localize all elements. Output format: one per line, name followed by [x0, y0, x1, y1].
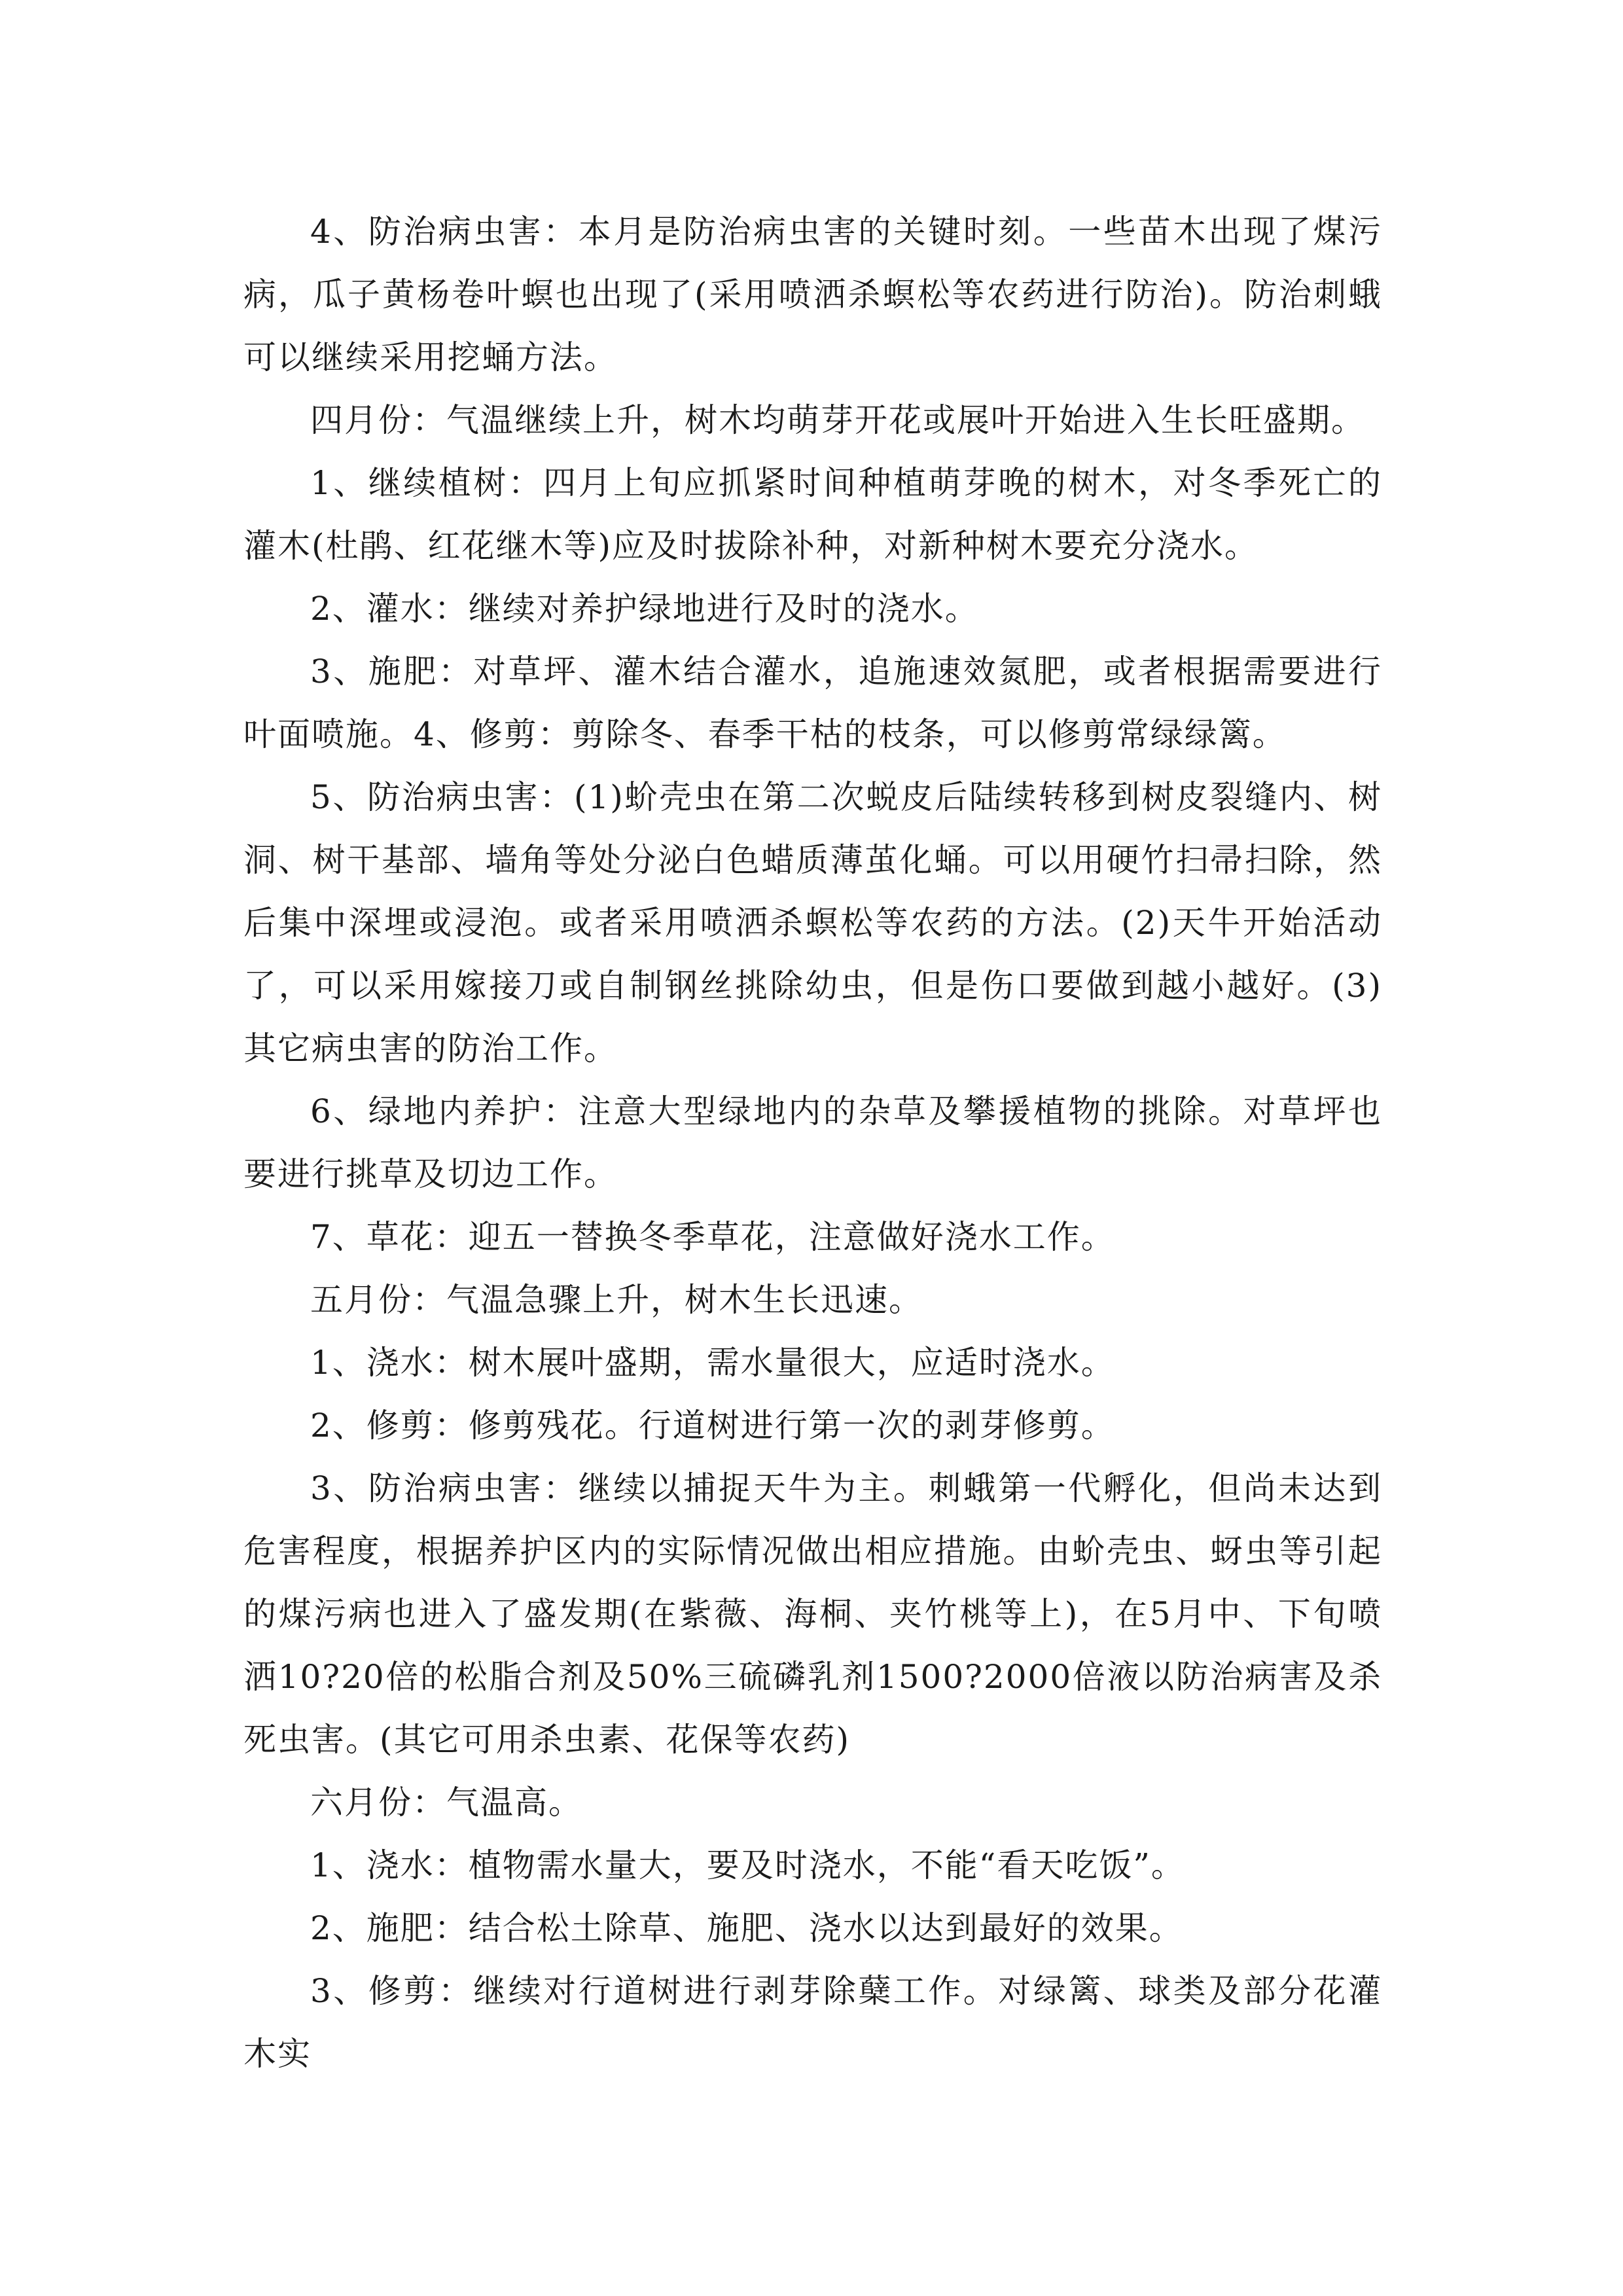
paragraph-may-watering: 1、浇水：树木展叶盛期，需水量很大，应适时浇水。 [310, 1344, 1115, 1382]
heading-may: 五月份：气温急骤上升，树木生长迅速。 [310, 1281, 923, 1319]
paragraph-june-watering: 1、浇水：植物需水量大，要及时浇水，不能“看天吃饭”。 [310, 1846, 1185, 1884]
document-body [243, 200, 1382, 2085]
paragraph-june-pruning: 3、修剪：继续对行道树进行剥芽除蘖工作。对绿篱、球类及部分花灌木实 [243, 1972, 1382, 2073]
paragraph-april-fertilizing: 3、施肥：对草坪、灌木结合灌水，追施速效氮肥，或者根据需要进行叶面喷施。4、修剪：剪除冬、春季干枯的枝条，可以修剪常绿绿篱。 [243, 653, 1382, 753]
heading-april: 四月份：气温继续上升，树木均萌芽开花或展叶开始进入生长旺盛期。 [310, 401, 1365, 439]
paragraph-may-pest-control: 3、防治病虫害：继续以捕捉天牛为主。刺蛾第一代孵化，但尚未达到危害程度，根据养护区内的实际情况做出相应措施。由蚧壳虫、蚜虫等引起的煤污病也进入了盛发期(在紫薇、海桐、夹竹桃等上)，在5月中、下旬喷洒10?20倍的松脂合剂及50%三硫磷乳剂1500?2000倍液以防治病害及杀死虫害。(其它可用杀虫素、花保等农药) [243, 1469, 1382, 1759]
paragraph-may-pruning: 2、修剪：修剪残花。行道树进行第一次的剥芽修剪。 [310, 1407, 1115, 1444]
paragraph-pest-control-march: 4、防治病虫害：本月是防治病虫害的关键时刻。一些苗木出现了煤污病，瓜子黄杨卷叶螟也出现了(采用喷洒杀螟松等农药进行防治)。防治刺蛾可以继续采用挖蛹方法。 [243, 213, 1382, 376]
paragraph-april-greenland-care: 6、绿地内养护：注意大型绿地内的杂草及攀援植物的挑除。对草坪也要进行挑草及切边工作。 [243, 1092, 1382, 1193]
paragraph-april-planting: 1、继续植树：四月上旬应抓紧时间种植萌芽晚的树木，对冬季死亡的灌木(杜鹃、红花继木等)应及时拔除补种，对新种树木要充分浇水。 [243, 464, 1382, 565]
paragraph-june-fertilizing: 2、施肥：结合松土除草、施肥、浇水以达到最好的效果。 [310, 1909, 1183, 1947]
paragraph-april-pest-control: 5、防治病虫害：(1)蚧壳虫在第二次蜕皮后陆续转移到树皮裂缝内、树洞、树干基部、墙角等处分泌白色蜡质薄茧化蛹。可以用硬竹扫帚扫除，然后集中深埋或浸泡。或者采用喷洒杀螟松等农药的方法。(2)天牛开始活动了，可以采用嫁接刀或自制钢丝挑除幼虫，但是伤口要做到越小越好。(3)其它病虫害的防治工作。 [243, 778, 1382, 1067]
paragraph-april-flowers: 7、草花：迎五一替换冬季草花，注意做好浇水工作。 [310, 1218, 1115, 1256]
heading-june: 六月份：气温高。 [310, 1784, 582, 1821]
paragraph-april-irrigation: 2、灌水：继续对养护绿地进行及时的浇水。 [310, 590, 979, 628]
